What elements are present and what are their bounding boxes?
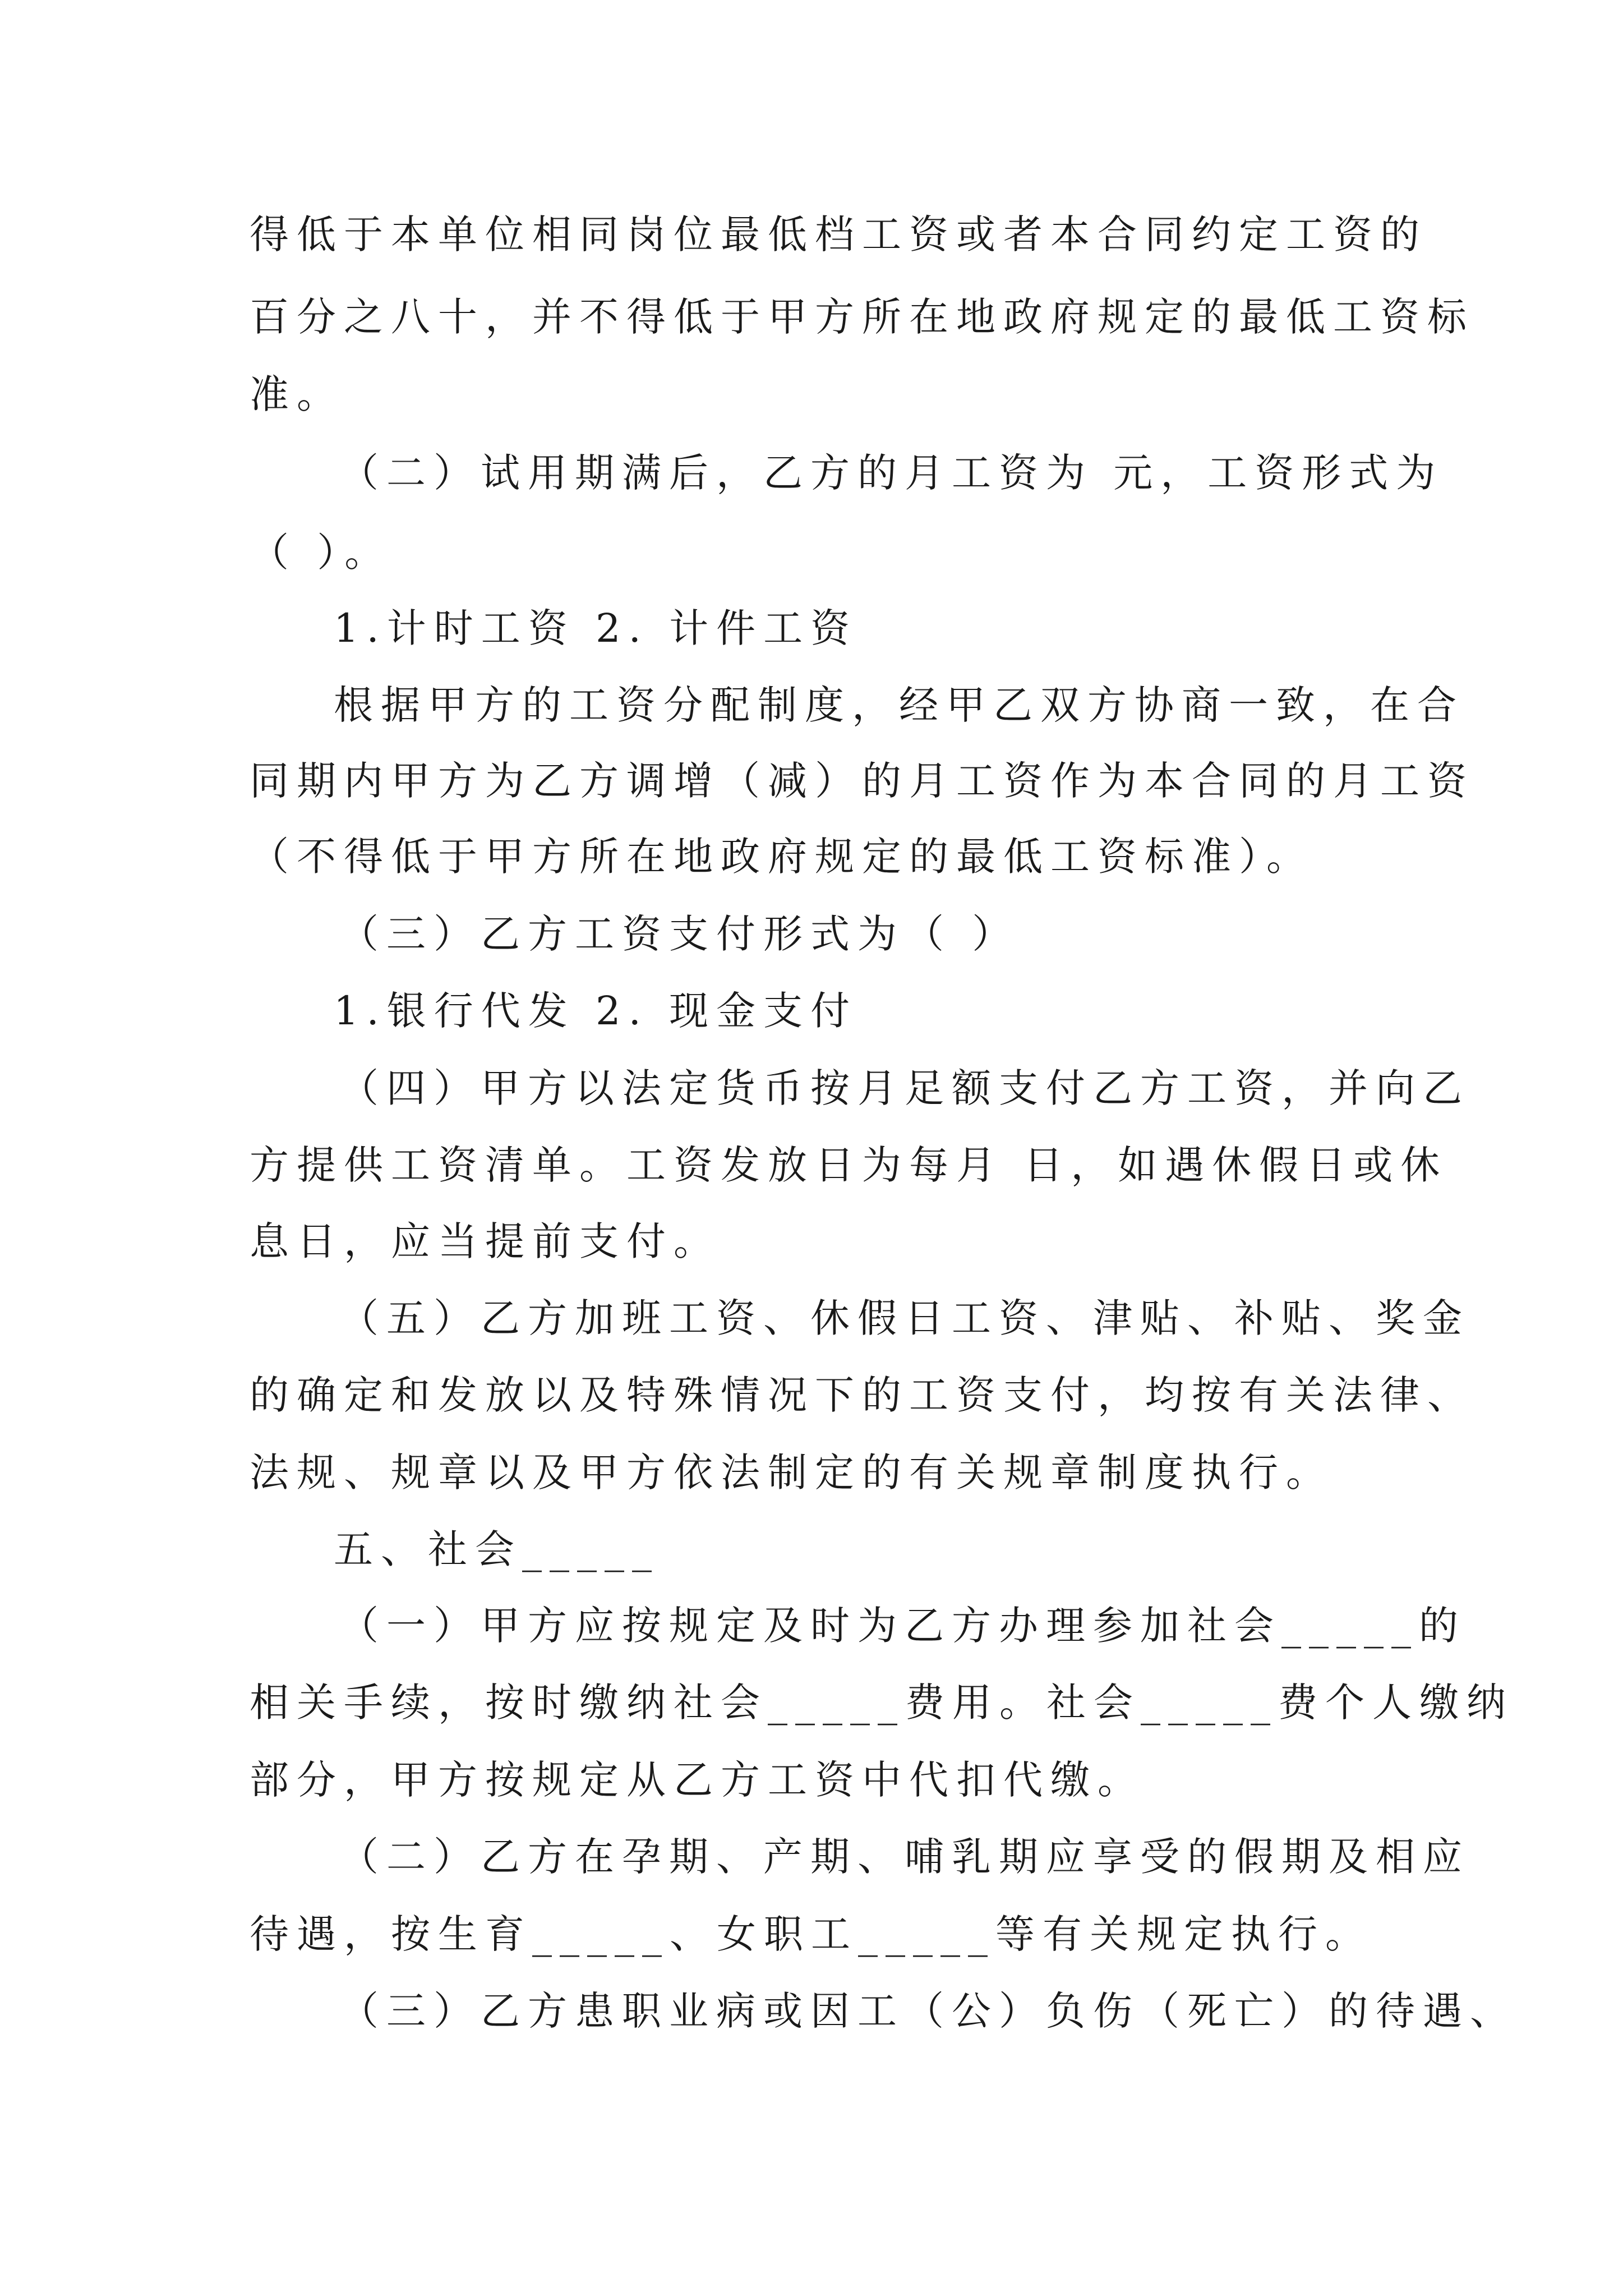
text-line: （三）乙方患职业病或因工（公）负伤（死亡）的待遇、 (339, 1988, 1517, 2034)
section-heading: 五、社会_____ (334, 1526, 660, 1572)
text-line: 部分，甲方按规定从乙方工资中代扣代缴。 (250, 1757, 1145, 1803)
text-line: 得低于本单位相同岗位最低档工资或者本合同约定工资的 (250, 211, 1427, 257)
text-line: 法规、规章以及甲方依法制定的有关规章制度执行。 (250, 1450, 1333, 1496)
text-line: （不得低于甲方所在地政府规定的最低工资标准）。 (250, 834, 1313, 880)
text-line: 1.银行代发 2. 现金支付 (334, 988, 858, 1034)
text-line: （三）乙方工资支付形式为（ ） (339, 911, 1020, 957)
text-line: 百分之八十，并不得低于甲方所在地政府规定的最低工资标 (250, 294, 1474, 340)
text-line: （二）试用期满后，乙方的月工资为 元，工资形式为 (339, 450, 1444, 496)
text-line: （五）乙方加班工资、休假日工资、津贴、补贴、奖金 (339, 1295, 1470, 1341)
text-line: 的确定和发放以及特殊情况下的工资支付，均按有关法律、 (250, 1372, 1474, 1418)
text-line: （ ）。 (250, 530, 392, 576)
text-line: （四）甲方以法定货币按月足额支付乙方工资，并向乙 (339, 1065, 1470, 1111)
text-line: 1.计时工资 2. 计件工资 (334, 605, 858, 651)
text-line: 根据甲方的工资分配制度，经甲乙双方协商一致，在合 (334, 682, 1464, 728)
text-line: 准。 (250, 371, 344, 417)
text-line: 息日，应当提前支付。 (250, 1218, 721, 1264)
text-line: （二）乙方在孕期、产期、哺乳期应享受的假期及相应 (339, 1834, 1470, 1880)
text-line: 同期内甲方为乙方调增（减）的月工资作为本合同的月工资 (250, 758, 1474, 804)
text-line: 相关手续，按时缴纳社会_____费用。社会_____费个人缴纳 (250, 1680, 1514, 1726)
text-line: 待遇，按生育_____、女职工_____等有关规定执行。 (250, 1911, 1372, 1957)
text-line: 方提供工资清单。工资发放日为每月 日，如遇休假日或休 (250, 1142, 1448, 1188)
text-line: （一）甲方应按规定及时为乙方办理参加社会_____的 (339, 1603, 1466, 1649)
